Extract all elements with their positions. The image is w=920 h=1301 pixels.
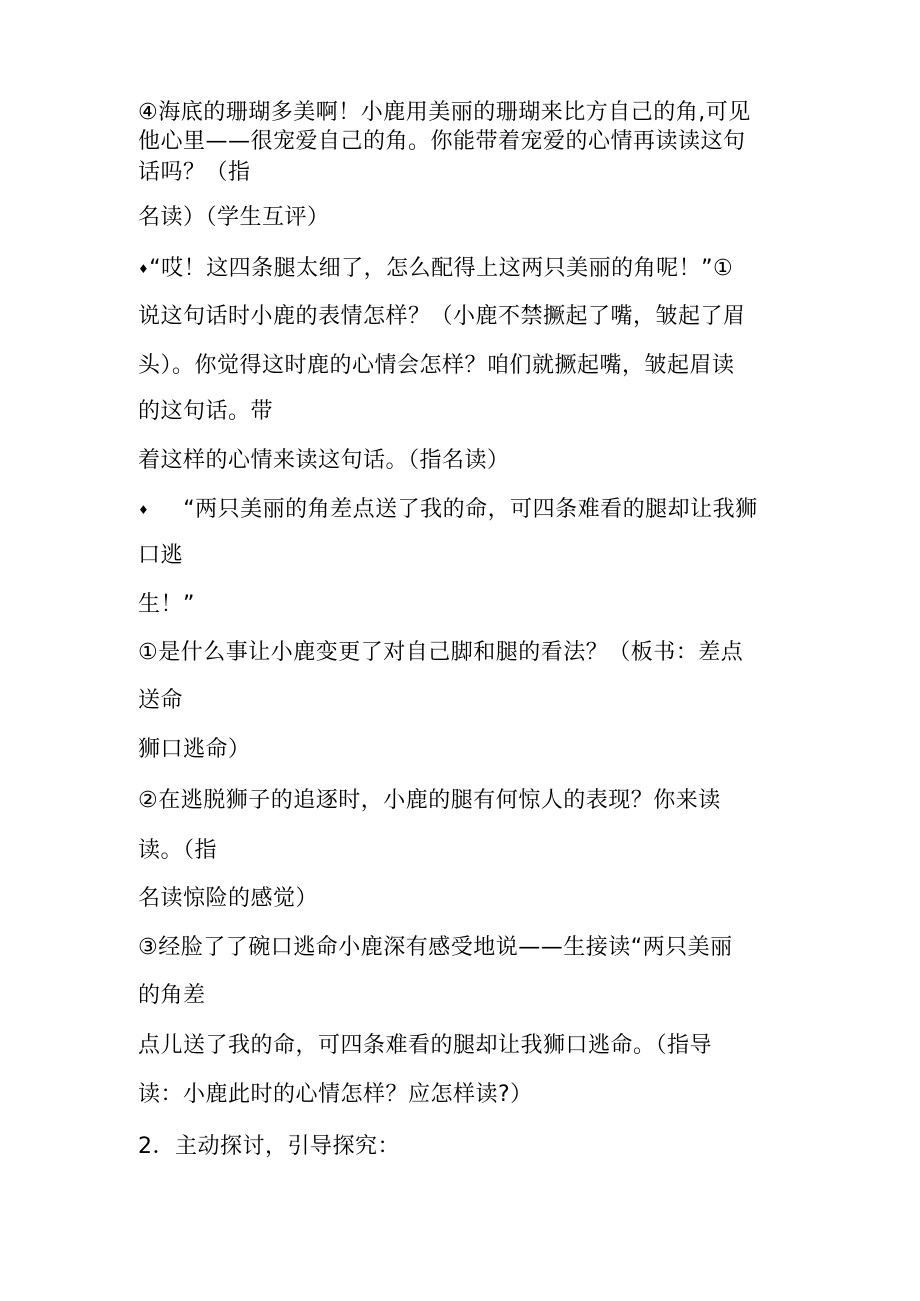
text-line: ①是什么事让小鹿变更了对自己脚和腿的看法？（板书：差点	[138, 640, 744, 665]
text-line: 口逃	[138, 543, 184, 568]
text-line: 的角差	[138, 983, 206, 1008]
text-line: 说这句话时小鹿的表情怎样？（小鹿不禁撅起了嘴，皱起了眉	[138, 304, 746, 329]
text-line: 话吗？（指	[138, 160, 251, 185]
text-line: 着这样的心情来读这句话。（指名读）	[138, 448, 510, 473]
text-line: 读。（指	[138, 838, 218, 863]
text-line: 头）。你觉得这时鹿的心情会怎样？咱们就撅起嘴，皱起眉读	[138, 353, 735, 378]
text-line: ④海底的珊瑚多美啊！小鹿用美丽的珊瑚来比方自己的角,可见	[138, 100, 751, 125]
text-line: 名读惊险的感觉）	[138, 886, 319, 911]
text-line: 的这句话。带	[138, 399, 274, 424]
diamond-bullet-icon: ♦	[138, 503, 150, 517]
text-line: ③经脸了了碗口逃命小鹿深有感受地说——生接读“两只美丽	[138, 935, 733, 960]
text-line: 读：小鹿此时的心情怎样？应怎样读?）	[138, 1082, 533, 1107]
text-line: 送命	[138, 688, 184, 713]
text-line: “两只美丽的角差点送了我的命，可四条难看的腿却让我狮	[183, 497, 758, 522]
text-line: ②在逃脱狮子的追逐时，小鹿的腿有何惊人的表现？你来读	[138, 788, 721, 813]
text-line: 狮口逃命）	[138, 737, 251, 762]
text-line: “哎！这四条腿太细了，怎么配得上这两只美丽的角呢！”①	[149, 256, 734, 281]
text-line: 生！”	[138, 592, 195, 617]
text-line: 点儿送了我的命，可四条难看的腿却让我狮口逃命。（指导	[138, 1033, 713, 1058]
text-line: 名读）（学生互评）	[138, 205, 330, 230]
bullet-paragraph	[138, 256, 733, 282]
section-heading: 2．主动探讨，引导探究：	[138, 1134, 400, 1159]
diamond-bullet-icon: ♦	[138, 262, 150, 276]
text-line: 他心里——很宠爱自己的角。你能带着宠爱的心情再读读这句	[138, 129, 746, 154]
bullet-paragraph	[138, 497, 758, 523]
